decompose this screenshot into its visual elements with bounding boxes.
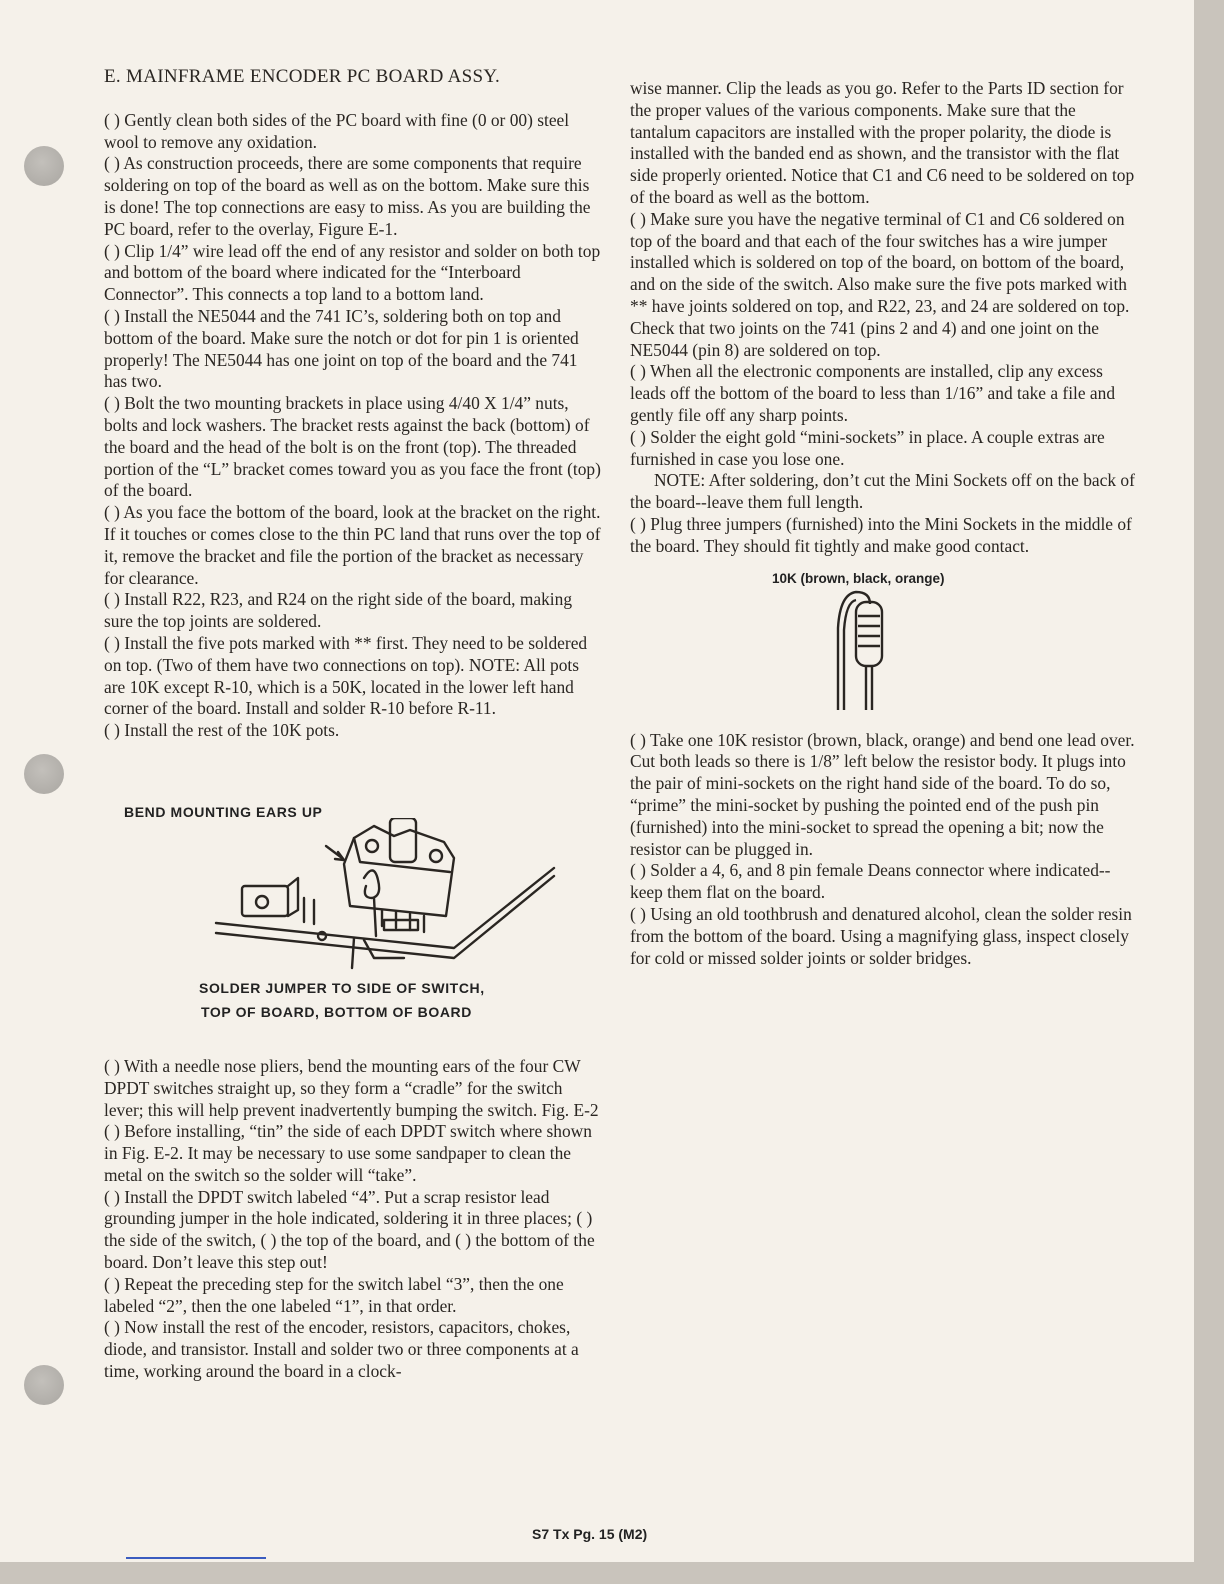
instruction-step: ( ) Install the DPDT switch labeled “4”. Put a scrap resistor lead grounding jumper in the hole indicated, soldering it in three places; ( ) the side of the switch, ( ) the top of the board, and ( ) the bottom of the board. Don’t leave this step out! [104, 1186, 595, 1273]
figure-caption-top: BEND MOUNTING EARS UP [124, 803, 323, 820]
instruction-step: ( ) Install the NE5044 and the 741 IC’s, soldering both on top and bottom of the board. Make sure the notch or dot for pin 1 is oriented properly! The NE5044 has one joint on top of the board and the 741 has two. [104, 305, 579, 392]
page-footer: S7 Tx Pg. 15 (M2) [532, 1526, 648, 1542]
instruction-step: ( ) Now install the rest of the encoder, resistors, capacitors, chokes, diode, and transistor. Install and solder two or three components at a time, working around the board in a clock- [104, 1317, 579, 1382]
resistor-figure [630, 568, 1138, 724]
binder-hole [24, 754, 64, 794]
instruction-step: ( ) Take one 10K resistor (brown, black, orange) and bend one lead over. Cut both leads so there is 1/8” left below the resistor body. It plugs into the pair of mini-sockets on the right hand side of the board. To do so, “prime” the mini-socket by pushing the pointed end of the push pin (furnished) into the mini-socket to spread the opening a bit; now the resistor can be plugged in. [630, 729, 1135, 859]
resistor-illustration [826, 588, 896, 716]
binder-hole [24, 1365, 64, 1405]
instruction-step: ( ) When all the electronic components are installed, clip any excess leads off the bottom of the board to less than 1/16” and take a file and gently file off any sharp points. [630, 361, 1116, 425]
instruction-step: ( ) As construction proceeds, there are some components that require soldering on top of the board as well as on the bottom. Make sure this is done! The top connections are easy to miss. As you are building the PC board, refer to the overlay, Figure E-1. [104, 153, 591, 239]
instruction-step: ( ) Using an old toothbrush and denatured alcohol, clean the solder resin from the bottom of the board. Using a magnifying glass, inspect closely for cold or missed solder joints or solder bridges. [630, 903, 1132, 968]
instruction-step: ( ) Install the rest of the 10K pots. [104, 720, 340, 741]
figure-caption-bottom: SOLDER JUMPER TO SIDE OF SWITCH, [199, 979, 485, 996]
figure-caption-bottom: TOP OF BOARD, BOTTOM OF BOARD [201, 1003, 472, 1020]
instruction-step: wise manner. Clip the leads as you go. Refer to the Parts ID section for the proper values of the various components. Make sure that the tantalum capacitors are installed with the proper polarity, the diode is installed with the banded end as shown, and the transistor with the flat side properly oriented. Notice that C1 and C6 need to be soldered on top of the board as well as the bottom. [630, 78, 1135, 207]
left-column [104, 66, 604, 1383]
instruction-step: ( ) Install the five pots marked with ** first. They need to be soldered on top. (Two of them have two connections on top). NOTE: All pots are 10K except R-10, which is a 50K, located in the lower left hand corner of the board. Install and solder R-10 before R-11. [104, 632, 588, 719]
binder-hole [24, 146, 64, 186]
instruction-step: ( ) Solder a 4, 6, and 8 pin female Deans connector where indicated--keep them flat on the board. [630, 860, 1111, 903]
instruction-step: ( ) Solder the eight gold “mini-sockets” in place. A couple extras are furnished in case you lose one. [630, 426, 1105, 469]
instruction-step: ( ) Install R22, R23, and R24 on the right side of the board, making sure the top joints are soldered. [104, 589, 573, 632]
instruction-step: ( ) As you face the bottom of the board, look at the bracket on the right. If it touches or comes close to the thin PC land that runs over the top of it, remove the bracket and file the portion of the bracket as necessary for clearance. [104, 502, 601, 588]
instruction-step: ( ) Make sure you have the negative terminal of C1 and C6 soldered on top of the board and that each of the four switches has a wire jumper installed which is soldered on top of the board, on bottom of the board, and on the side of the switch. Also make sure the five pots marked with ** have joints soldered on top, and R22, 23, and 24 are soldered on top. Check that two joints on the 741 (pins 2 and 4) and one joint on the NE5044 (pin 8) are soldered on top. [630, 208, 1130, 360]
right-column [630, 78, 1138, 969]
figure-e2 [104, 778, 604, 1050]
instruction-step: ( ) Bolt the two mounting brackets in place using 4/40 X 1/4” nuts, bolts and lock washers. The bracket rests against the back (bottom) of the board and the head of the bolt is on the front (top). The threaded portion of the “L” bracket comes toward you as you face the front (top) of the board. [104, 393, 601, 501]
instruction-step: ( ) Before installing, “tin” the side of each DPDT switch where shown in Fig. E-2. It may be necessary to use some sandpaper to clean the metal on the switch so the solder will “take”. [104, 1121, 592, 1185]
scan-mark [126, 1557, 266, 1559]
note: NOTE: After soldering, don’t cut the Mini Sockets off on the back of the board--leave them full length. [630, 470, 1135, 513]
section-heading: E. MAINFRAME ENCODER PC BOARD ASSY. [104, 66, 501, 87]
instruction-step: ( ) Clip 1/4” wire lead off the end of any resistor and solder on both top and bottom of the board where indicated for the “Interboard Connector”. This connects a top land to a bottom land. [104, 240, 601, 305]
instruction-step: ( ) Repeat the preceding step for the switch label “3”, then the one labeled “2”, then the one labeled “1”, in that order. [104, 1273, 564, 1316]
switch-illustration [214, 818, 564, 978]
resistor-label: 10K (brown, black, orange) [772, 570, 945, 586]
instruction-step: ( ) Plug three jumpers (furnished) into the Mini Sockets in the middle of the board. They should fit tightly and make good contact. [630, 513, 1132, 556]
instruction-step: ( ) With a needle nose pliers, bend the mounting ears of the four CW DPDT switches straight up, so they form a “cradle” for the switch lever; this will help prevent inadvertently bumping the switch. Fig. E-2 [104, 1055, 599, 1120]
instruction-step: ( ) Gently clean both sides of the PC board with fine (0 or 00) steel wool to remove any oxidation. [104, 109, 570, 152]
